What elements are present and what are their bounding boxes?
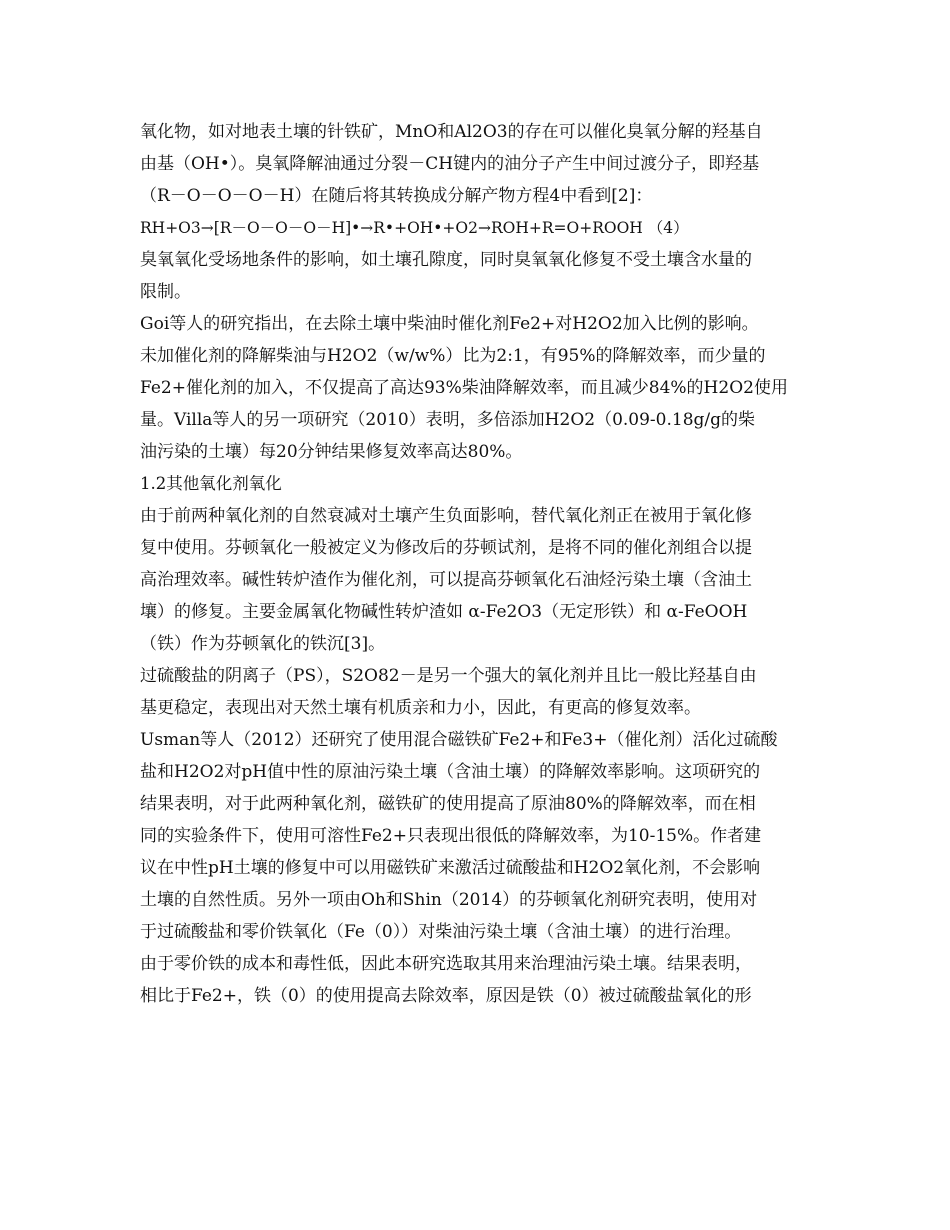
text-line: 臭氧氧化受场地条件的影响，如土壤孔隙度，同时臭氧氧化修复不受土壤含水量的 [140, 250, 752, 270]
text-line: 同的实验条件下，使用可溶性Fe2+只表现出很低的降解效率，为10-15%。作者建 [140, 826, 762, 846]
text-line: 议在中性pH土壤的修复中可以用磁铁矿来激活过硫酸盐和H2O2氧化剂，不会影响 [140, 858, 761, 878]
text-line: 过硫酸盐的阴离子（PS），S2O82－是另一个强大的氧化剂并且比一般比羟基自由 [140, 666, 757, 686]
text-line: 壤）的修复。主要金属氧化物碱性转炉渣如 α-Fe2O3（无定形铁）和 α-FeOOH [140, 602, 748, 622]
text-line: （铁）作为芬顿氧化的铁沉[3]。 [140, 634, 386, 654]
text-line: Fe2+催化剂的加入，不仅提高了高达93%柴油降解效率，而且减少84%的H2O2使用 [140, 378, 788, 398]
text-line: 于过硫酸盐和零价铁氧化（Fe（0））对柴油污染土壤（含油土壤）的进行治理。 [140, 922, 742, 942]
text-line: 高治理效率。碱性转炉渣作为催化剂，可以提高芬顿氧化石油烃污染土壤（含油土 [140, 570, 752, 590]
text-line: 土壤的自然性质。另外一项由Oh和Shin（2014）的芬顿氧化剂研究表明，使用对 [140, 890, 758, 910]
text-line: Usman等人（2012）还研究了使用混合磁铁矿Fe2+和Fe3+（催化剂）活化过硫酸 [140, 730, 778, 750]
text-line: 基更稳定，表现出对天然土壤有机质亲和力小，因此，有更高的修复效率。 [140, 698, 701, 718]
text-line: 由于零价铁的成本和毒性低，因此本研究选取其用来治理油污染土壤。结果表明， [140, 954, 752, 974]
text-line: 限制。 [140, 282, 191, 302]
text-line: 未加催化剂的降解柴油与H2O2（w/w%）比为2:1，有95%的降解效率，而少量的 [140, 346, 766, 366]
text-line: 相比于Fe2+，铁（0）的使用提高去除效率，原因是铁（0）被过硫酸盐氧化的形 [140, 986, 752, 1006]
document-page [140, 116, 812, 1012]
text-line: 由基（OH•）。臭氧降解油通过分裂－CH键内的油分子产生中间过渡分子，即羟基 [140, 154, 760, 174]
text-line: 氧化物，如对地表土壤的针铁矿，MnO和Al2O3的存在可以催化臭氧分解的羟基自 [140, 122, 763, 142]
section-heading: 1.2其他氧化剂氧化 [140, 474, 282, 493]
text-line: （R－O－O－O－H）在随后将其转换成分解产物方程4中看到[2]： [140, 186, 653, 206]
text-line: 结果表明，对于此两种氧化剂，磁铁矿的使用提高了原油80%的降解效率，而在相 [140, 794, 756, 814]
equation-line: RH+O3→[R－O－O－O－H]•→R•+OH•+O2→ROH+R=O+ROOH （4） [140, 219, 689, 237]
text-line: 由于前两种氧化剂的自然衰减对土壤产生负面影响，替代氧化剂正在被用于氧化修 [140, 506, 752, 526]
text-line: Goi等人的研究指出，在去除土壤中柴油时催化剂Fe2+对H2O2加入比例的影响。 [140, 314, 759, 334]
text-line: 油污染的土壤）每20分钟结果修复效率高达80%。 [140, 442, 523, 462]
text-line: 复中使用。芬顿氧化一般被定义为修改后的芬顿试剂，是将不同的催化剂组合以提 [140, 538, 752, 558]
text-line: 盐和H2O2对pH值中性的原油污染土壤（含油土壤）的降解效率影响。这项研究的 [140, 762, 761, 782]
text-line: 量。Villa等人的另一项研究（2010）表明，多倍添加H2O2（0.09-0.18g/g的柴 [140, 410, 756, 430]
